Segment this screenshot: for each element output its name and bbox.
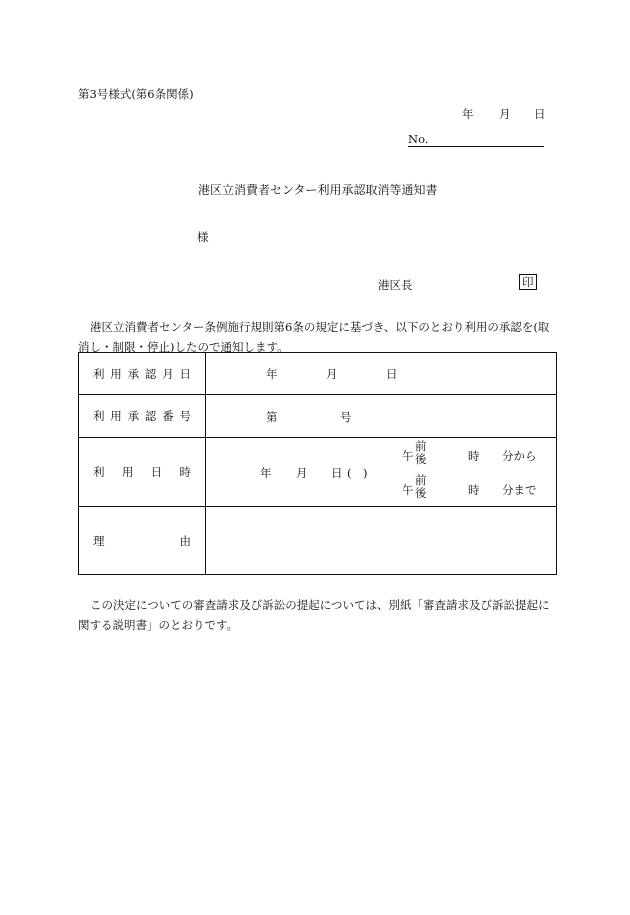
approval-number-prefix: 第 — [266, 410, 278, 424]
label-char: 月 — [162, 366, 174, 381]
appeal-notice: この決定についての審査請求及び訴訟の提起については、別紙「審査請求及び訴訟提起に関する説明書」のとおりです。 — [78, 598, 550, 632]
end-ampm-choice[interactable] — [415, 474, 427, 500]
reason-cell[interactable] — [206, 507, 557, 575]
seal-mark: 印 — [519, 274, 537, 290]
start-minute-from: 分から — [502, 449, 537, 463]
usage-date-day: 日 — [331, 466, 343, 480]
start-hour: 時 — [468, 449, 480, 463]
label-char: 承 — [127, 366, 140, 381]
approval-number-suffix: 号 — [340, 410, 352, 424]
document-number-field[interactable] — [408, 133, 544, 147]
end-noon: 午 — [402, 483, 414, 497]
usage-date-weekday: ( ) — [347, 466, 368, 480]
start-ampm-choice[interactable] — [415, 440, 427, 466]
form-number: 第3号様式(第6条関係) — [78, 87, 194, 101]
label-char: 理 — [93, 533, 105, 548]
usage-date-month: 月 — [296, 466, 308, 480]
page-title: 港区立消費者センター利用承認取消等通知書 — [198, 183, 438, 197]
start-am: 前 — [415, 439, 427, 453]
row-label-reason — [79, 507, 206, 575]
approval-date-day: 日 — [386, 367, 398, 381]
approval-date-month: 月 — [326, 367, 338, 381]
label-char: 承 — [127, 409, 140, 423]
label-char: 用 — [121, 465, 134, 479]
label-char: 時 — [179, 465, 191, 479]
start-noon: 午 — [402, 449, 414, 463]
end-am: 前 — [415, 473, 427, 487]
approval-table — [78, 352, 557, 575]
label-char: 認 — [144, 366, 157, 381]
date-day-label: 日 — [534, 107, 546, 121]
sender: 港区長 — [378, 278, 413, 292]
label-char: 日 — [150, 465, 163, 479]
label-char: 由 — [179, 533, 191, 548]
row-label-approval-date — [79, 353, 206, 395]
label-char: 用 — [110, 366, 122, 381]
label-char: 日 — [179, 366, 191, 381]
end-hour: 時 — [468, 483, 480, 497]
end-minute-to: 分まで — [502, 483, 537, 497]
date-month-label: 月 — [499, 107, 511, 121]
label-char: 利 — [93, 409, 105, 423]
approval-date-cell[interactable] — [206, 353, 557, 395]
approval-date-year: 年 — [266, 367, 278, 381]
approval-number-cell[interactable] — [206, 395, 557, 438]
table-row — [79, 438, 557, 507]
end-pm: 後 — [415, 486, 427, 500]
label-char: 利 — [93, 366, 105, 381]
label-char: 認 — [144, 409, 157, 423]
body-text: 港区立消費者センター条例施行規則第6条の規定に基づき、以下のとおり利用の承認を(取消し・制限・停止)したので通知します。 — [78, 320, 550, 354]
usage-datetime-cell[interactable] — [206, 438, 557, 507]
date-year-label: 年 — [462, 107, 474, 121]
start-pm: 後 — [415, 452, 427, 466]
label-char: 利 — [93, 465, 105, 479]
addressee: 様 — [197, 230, 209, 244]
table-row — [79, 395, 557, 438]
label-char: 用 — [110, 409, 122, 423]
table-row — [79, 507, 557, 575]
label-char: 番 — [162, 409, 174, 423]
label-char: 号 — [179, 409, 191, 423]
document-number-label: No. — [408, 132, 429, 146]
row-label-approval-number — [79, 395, 206, 438]
row-label-usage-datetime — [79, 438, 206, 507]
table-row — [79, 353, 557, 395]
usage-date-year: 年 — [260, 466, 272, 480]
